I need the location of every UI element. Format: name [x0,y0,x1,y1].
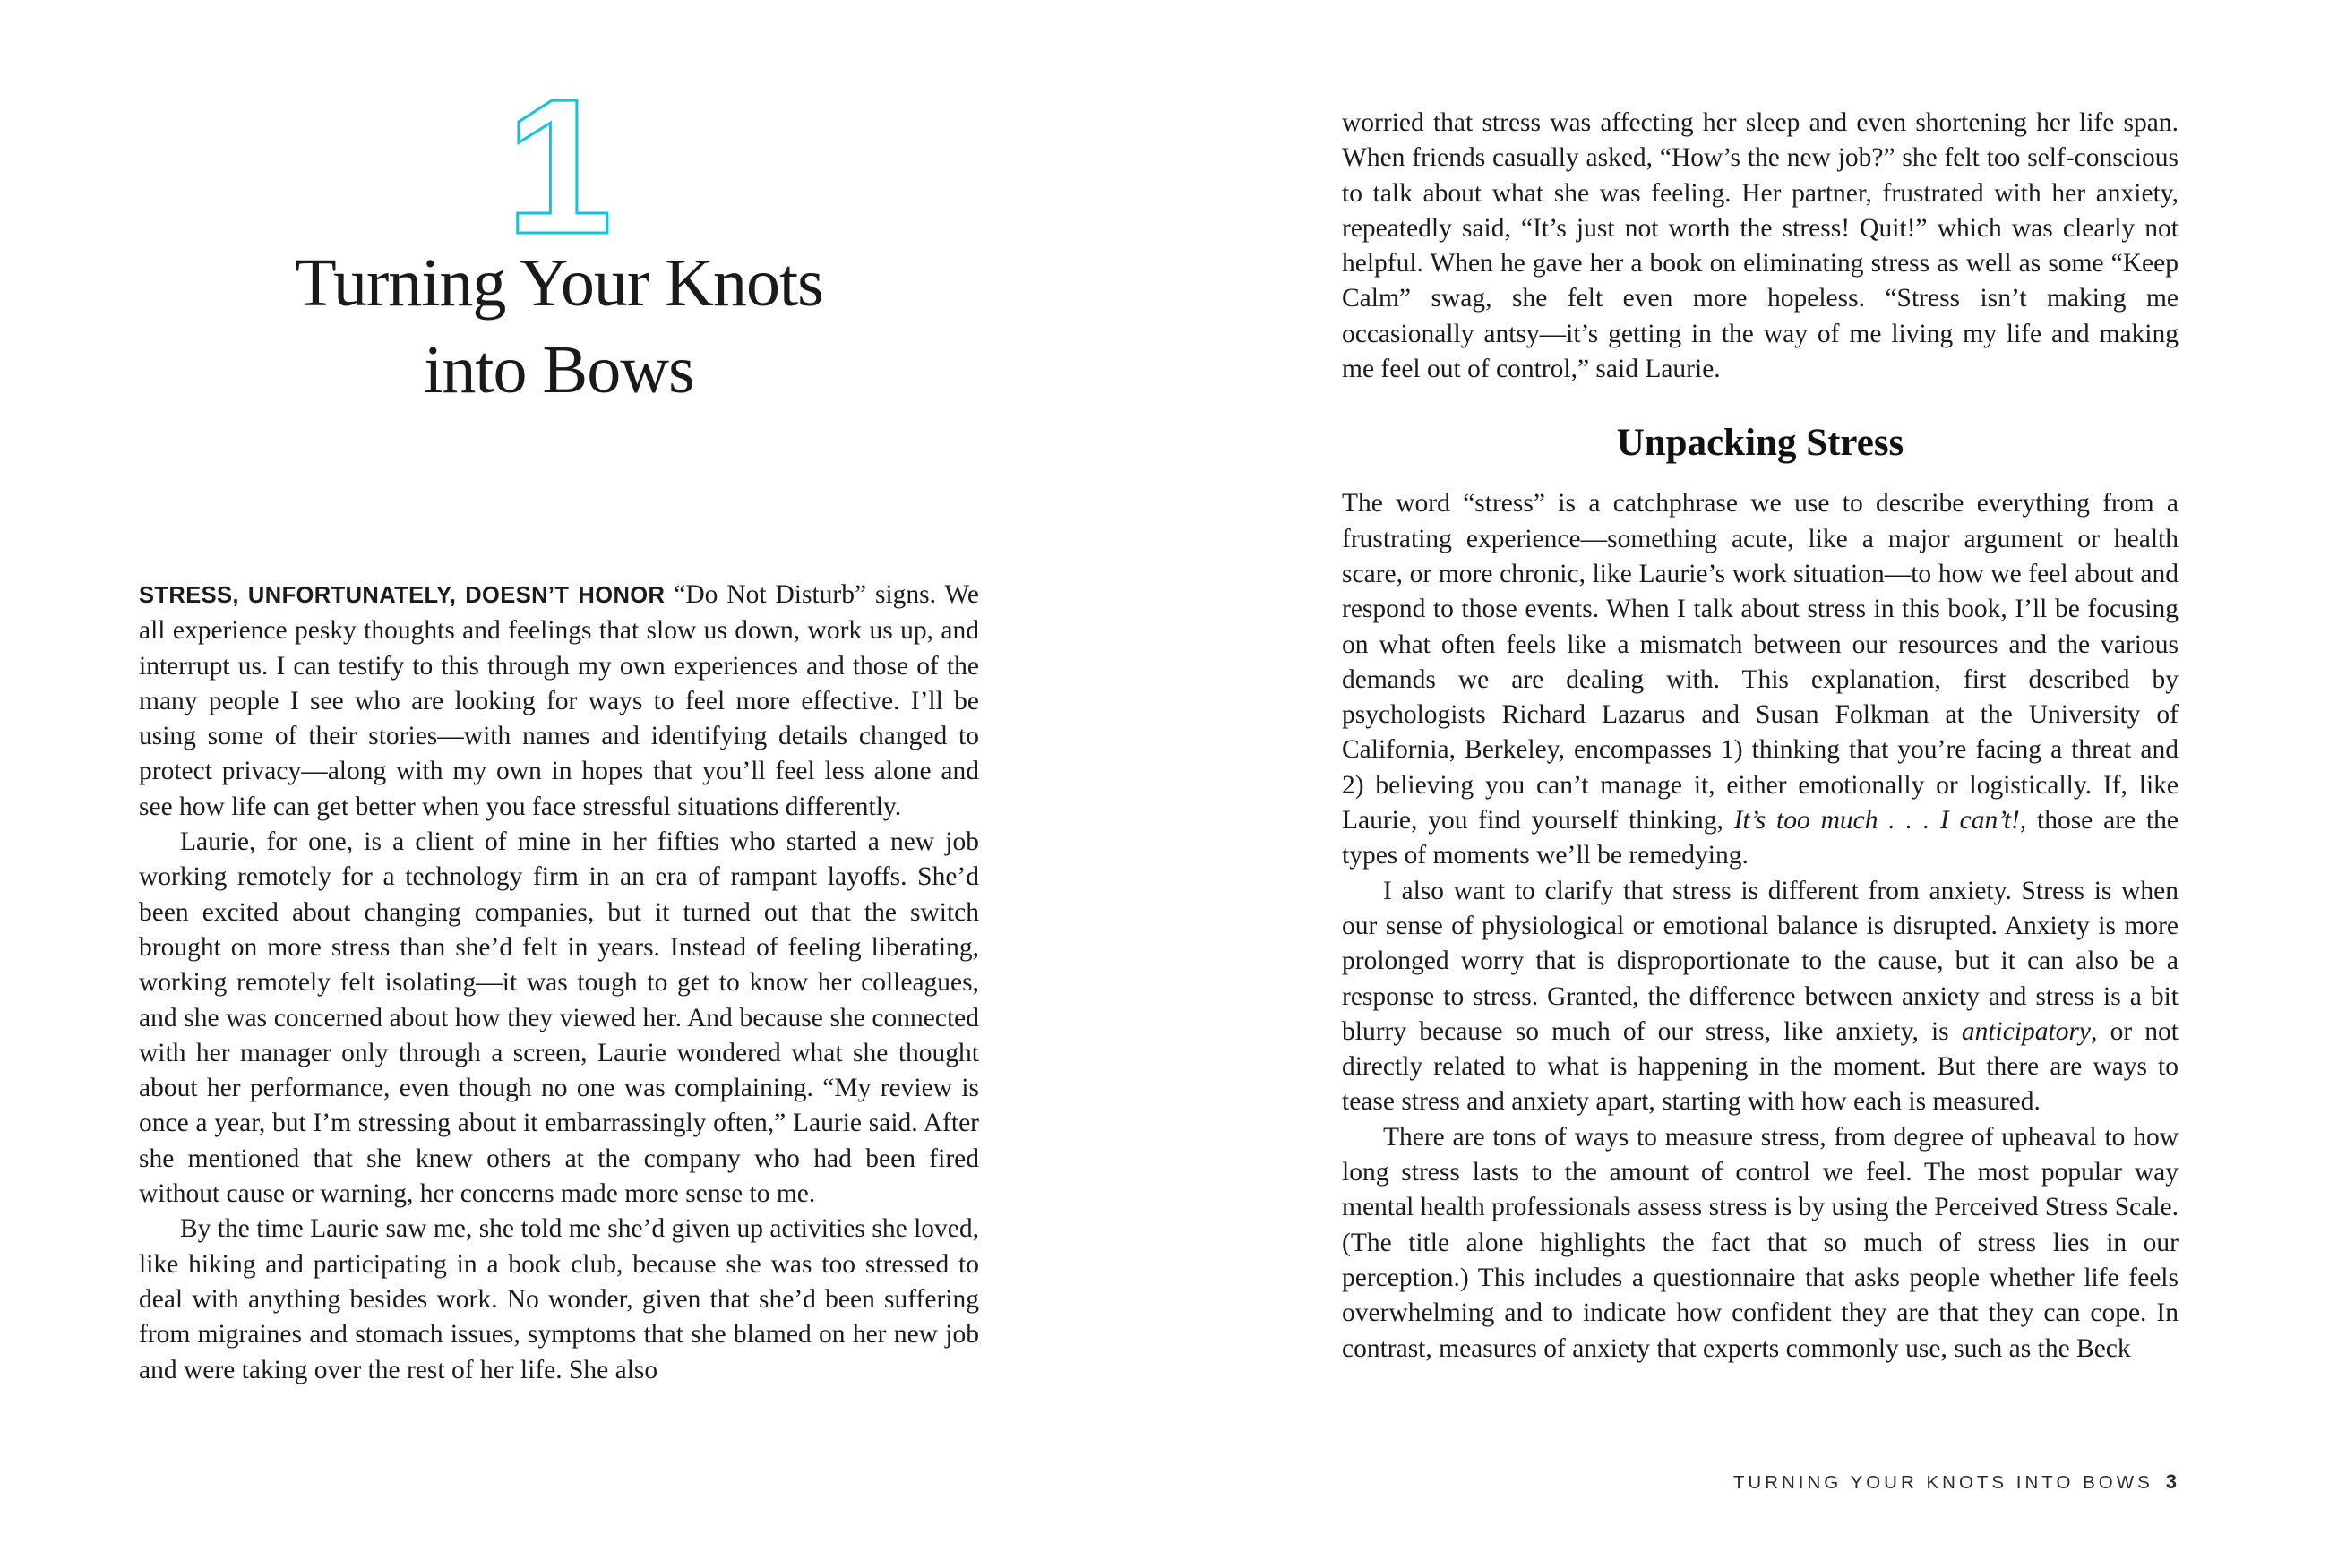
lead-in-text: STRESS, UNFORTUNATELY, DOESN’T HONOR [139,583,666,608]
paragraph-word-stress-end: , those are the types of moments we’ll be remedying. [1342,806,2179,870]
svg-text:1: 1 [505,90,613,240]
paragraph-stress-vs-anxiety [1342,874,2179,1120]
chapter-title-line2: into Bows [424,332,694,407]
chapter-title [139,240,979,414]
paragraph-measuring-stress: There are tons of ways to measure stress, from degree of upheaval to how long stress lasts to the amount of control we feel. The most popular way mental health professionals assess stress is by using the Perceived Stress Scale. (The title alone highlights the fact that so much of stress lies in our perception.) This includes a questionnaire that asks people whether life feels overwhelming and to indicate how confident they are that they can cope. In contrast, measures of anxiety that experts commonly use, such as the Beck [1342,1122,2179,1363]
paragraph-word-stress-text: The word “stress” is a catchphrase we use to describe everything from a frustrating experience—something acute, like a major argument or health scare, or more chronic, like Laurie’s work situation—to how we feel about and respond to those events. When I talk about stress in this book, I’ll be focusing on what often feels like a mismatch between our resources and the various demands we are dealing with. This explanation, first described by psychologists Richard Lazarus and Susan Folkman at the University of California, Berkeley, encompasses 1) thinking that you’re facing a threat and 2) believing you can’t manage it, either emotionally or logistically. If, like Laurie, you find yourself thinking, [1342,489,2179,835]
paragraph-word-stress [1342,486,2179,873]
page-number: 3 [2165,1470,2177,1493]
italic-anticipatory: anticipatory [1961,1016,2092,1046]
italic-quote: It’s too much . . . I can’t! [1733,806,2020,835]
paragraph-continuation: worried that stress was affecting her sleep and even shortening her life span. When friends casually asked, “How’s the new job?” she felt too self-conscious to talk about what she was feeling. Her partner, frustrated with her anxiety, repeatedly said, “It’s just not worth the stress! Quit!” which was clearly not helpful. When he gave her a book on eliminating stress as well as some “Keep Calm” swag, she felt even more hopeless. “Stress isn’t making me occasionally antsy—it’s getting in the way of me living my life and making me feel out of control,” said Laurie. [1342,108,2179,384]
paragraph-stress-vs-anxiety-end: , or not directly related to what is happening in the moment. But there are ways to tease stress and anxiety apart, starting with how each is measured. [1342,1016,2179,1117]
paragraph-opening [139,578,979,825]
section-heading-unpacking-stress: Unpacking Stress [1616,422,1904,465]
paragraph-stress-vs-anxiety-text: I also want to clarify that stress is different from anxiety. Stress is when our sense of physiological or emotional balance is disrupted. Anxiety is more prolonged worry that is disproportionate to the cause, but it can also be a response to stress. Granted, the difference between anxiety and stress is a bit blurry because so much of our stress, like anxiety, is [1342,876,2179,1046]
page-right [1342,0,2179,1568]
chapter-title-line1: Turning Your Knots [295,245,823,321]
running-footer [1342,1470,2177,1494]
chapter-number-numeral [501,90,617,240]
paragraph-laurie-intro: Laurie, for one, is a client of mine in her fifties who started a new job working remotely for a technology firm in an era of rampant layoffs. She’d been excited about changing companies, but it turned out that the switch brought on more stress than she’d felt in years. Instead of feeling liberating, working remotely felt isolating—it was tough to get to know her colleagues, and she was concerned about how they viewed her. And because she connected with her manager only through a screen, Laurie wondered what she thought about her performance, even though no one was complaining. “My review is once a year, but I’m stressing about it embarrassingly often,” Laurie said. After she mentioned that she knew others at the company who had been fired without cause or warning, her concerns made more sense to me. [139,827,979,1209]
paragraph-opening-rest: “Do Not Disturb” signs. We all experience pesky thoughts and feelings that slow us down, work us up, and interrupt us. I can testify to this through my own experiences and those of the many people I see who are looking for ways to feel more effective. I’ll be using some of their stories—with names and identifying details changed to protect privacy—along with my own in hopes that you’ll feel less alone and see how life can get better when you face stressful situations differently. [139,580,979,821]
page-left [139,0,979,1568]
paragraph-laurie-activities: By the time Laurie saw me, she told me she’d given up activities she loved, like hiking and participating in a book club, because she was too stressed to deal with anything besides work. No wonder, given that she’d been suffering from migraines and stomach issues, symptoms that she blamed on her new job and were taking over the rest of her life. She also [139,1214,979,1384]
chapter-number [139,90,979,244]
left-body-text [139,578,979,1388]
footer-chapter-title: TURNING YOUR KNOTS INTO BOWS [1732,1472,2153,1493]
right-body-text [1342,106,2179,1367]
